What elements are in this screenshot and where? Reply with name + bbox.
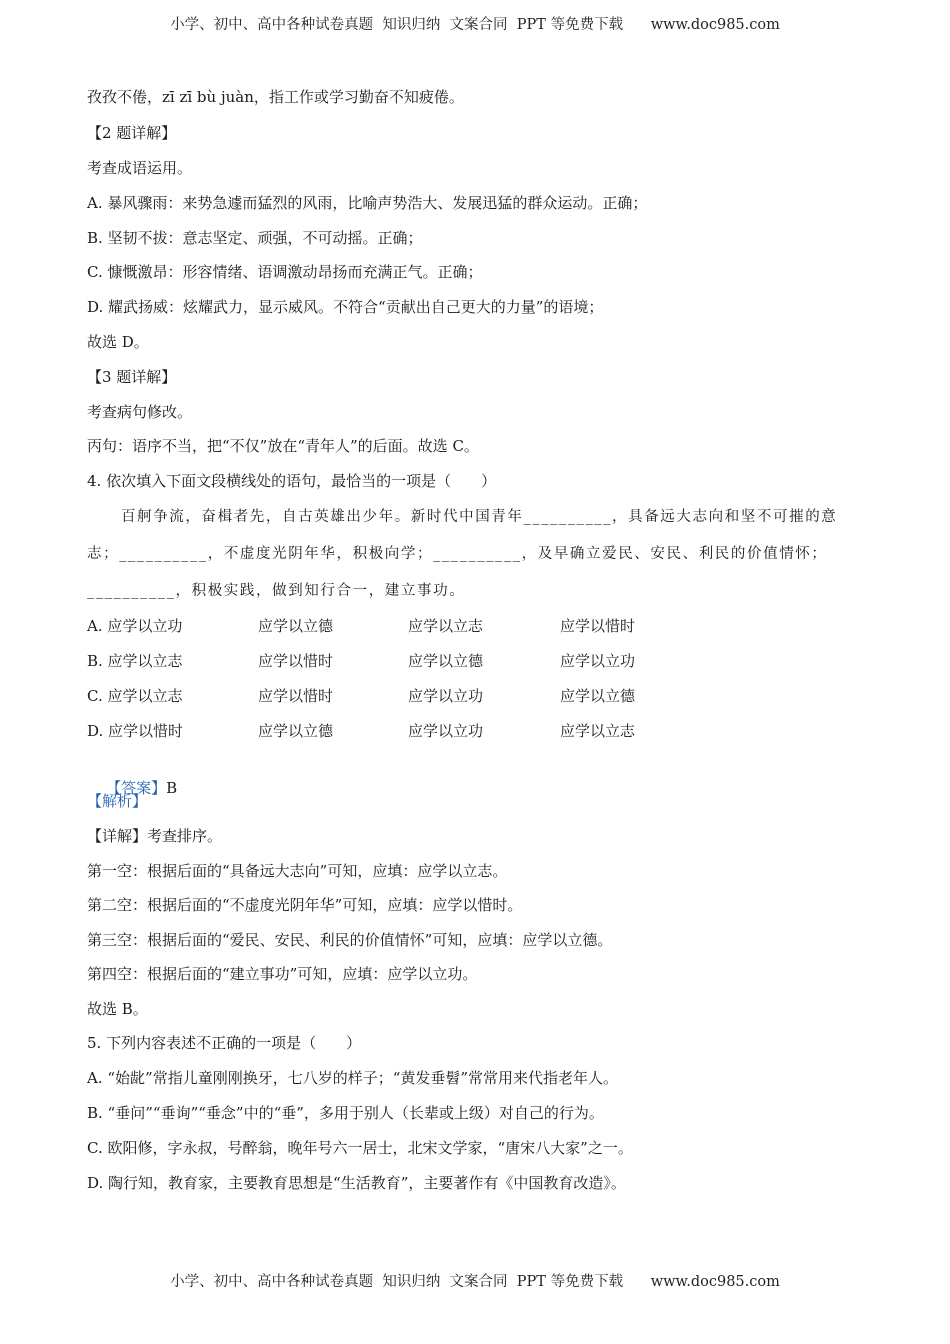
question-5-stem: 5. 下列内容表述不正确的一项是（ ） [87,1034,362,1052]
idiom-explanation: 孜孜不倦，zī zī bù juàn，指工作或学习勤奋不知疲倦。 [87,88,464,106]
option-cell: 应学以立志 [408,617,484,635]
option-cell: D. 应学以惜时 [87,722,184,740]
option-cell: 应学以立功 [560,652,636,670]
q2-conclusion: 故选 D。 [87,333,149,351]
option-cell: 应学以立德 [560,687,636,705]
option-cell: 应学以立德 [408,652,484,670]
blank-4-explanation: 第四空：根据后面的“建立事功”可知，应填：应学以立功。 [87,965,478,983]
q2-option-a-note: A. 暴风骤雨：来势急遽而猛烈的风雨，比喻声势浩大、发展迅猛的群众运动。正确； [87,194,648,212]
q4-option-row-d [87,720,867,742]
option-cell: 应学以立德 [258,617,334,635]
q2-topic: 考查成语运用。 [87,159,193,177]
option-cell: 应学以立德 [258,722,334,740]
q5-option-c: C. 欧阳修，字永叔，号醉翁，晚年号六一居士，北宋文学家，“唐宋八大家”之一。 [87,1139,633,1157]
q4-option-row-a [87,615,867,637]
passage-line-2: 志；__________，不虚度光阴年华，积极向学；__________，及早确立爱民、安民、利民的价值情怀； [87,546,828,562]
option-cell: B. 应学以立志 [87,652,183,670]
blank-3-explanation: 第三空：根据后面的“爱民、安民、利民的价值情怀”可知，应填：应学以立德。 [87,931,613,949]
option-cell: A. 应学以立功 [87,617,183,635]
q4-option-row-c [87,685,867,707]
q4-conclusion: 故选 B。 [87,1000,148,1018]
answer-tag: 【答案】 [106,779,167,797]
analysis-tag: 【解析】 [87,792,148,810]
answer-value: B [166,779,178,797]
q2-option-d-note: D. 耀武扬威：炫耀武力，显示威风。不符合“贡献出自己更大的力量”的语境； [87,298,604,316]
passage-line-3: __________，积极实践，做到知行合一，建立事功。 [87,583,466,599]
blank-2-explanation: 第二空：根据后面的“不虚度光阴年华”可知，应填：应学以惜时。 [87,896,523,914]
q2-option-c-note: C. 慷慨激昂：形容情绪、语调激动昂扬而充满正气。正确； [87,263,483,281]
blank-1-explanation: 第一空：根据后面的“具备远大志向”可知，应填：应学以立志。 [87,862,508,880]
option-cell: 应学以立志 [560,722,636,740]
q2-detail-heading: 【2 题详解】 [87,124,177,142]
page-footer: 小学、初中、高中各种试卷真题 知识归纳 文案合同 PPT 等免费下载 www.doc985.com [170,1274,780,1290]
option-cell: 应学以惜时 [258,687,334,705]
option-cell: 应学以惜时 [560,617,636,635]
q5-option-b: B. “垂问”“垂询”“垂念”中的“垂”，多用于别人（长辈或上级）对自己的行为。 [87,1104,604,1122]
passage-line-1: 百舸争流，奋楫者先，自古英雄出少年。新时代中国青年__________，具备远大志向和坚不可摧的意 [121,509,838,525]
option-cell: C. 应学以立志 [87,687,183,705]
option-cell: 应学以惜时 [258,652,334,670]
detail-topic: 【详解】考查排序。 [87,827,223,845]
q5-option-d: D. 陶行知，教育家，主要教育思想是“生活教育”，主要著作有《中国教育改造》。 [87,1174,626,1192]
q3-explanation: 丙句：语序不当，把“不仅”放在“青年人”的后面。故选 C。 [87,437,479,455]
question-4-stem: 4. 依次填入下面文段横线处的语句，最恰当的一项是（ ） [87,472,497,490]
q4-option-row-b [87,650,867,672]
q5-option-a: A. “始龀”常指儿童刚刚换牙，七八岁的样子；“黄发垂髫”常常用来代指老年人。 [87,1069,619,1087]
q3-detail-heading: 【3 题详解】 [87,368,177,386]
option-cell: 应学以立功 [408,687,484,705]
q2-option-b-note: B. 坚韧不拔：意志坚定、顽强，不可动摇。正确； [87,229,423,247]
q3-topic: 考查病句修改。 [87,403,193,421]
option-cell: 应学以立功 [408,722,484,740]
page-header: 小学、初中、高中各种试卷真题 知识归纳 文案合同 PPT 等免费下载 www.doc985.com [170,17,780,33]
